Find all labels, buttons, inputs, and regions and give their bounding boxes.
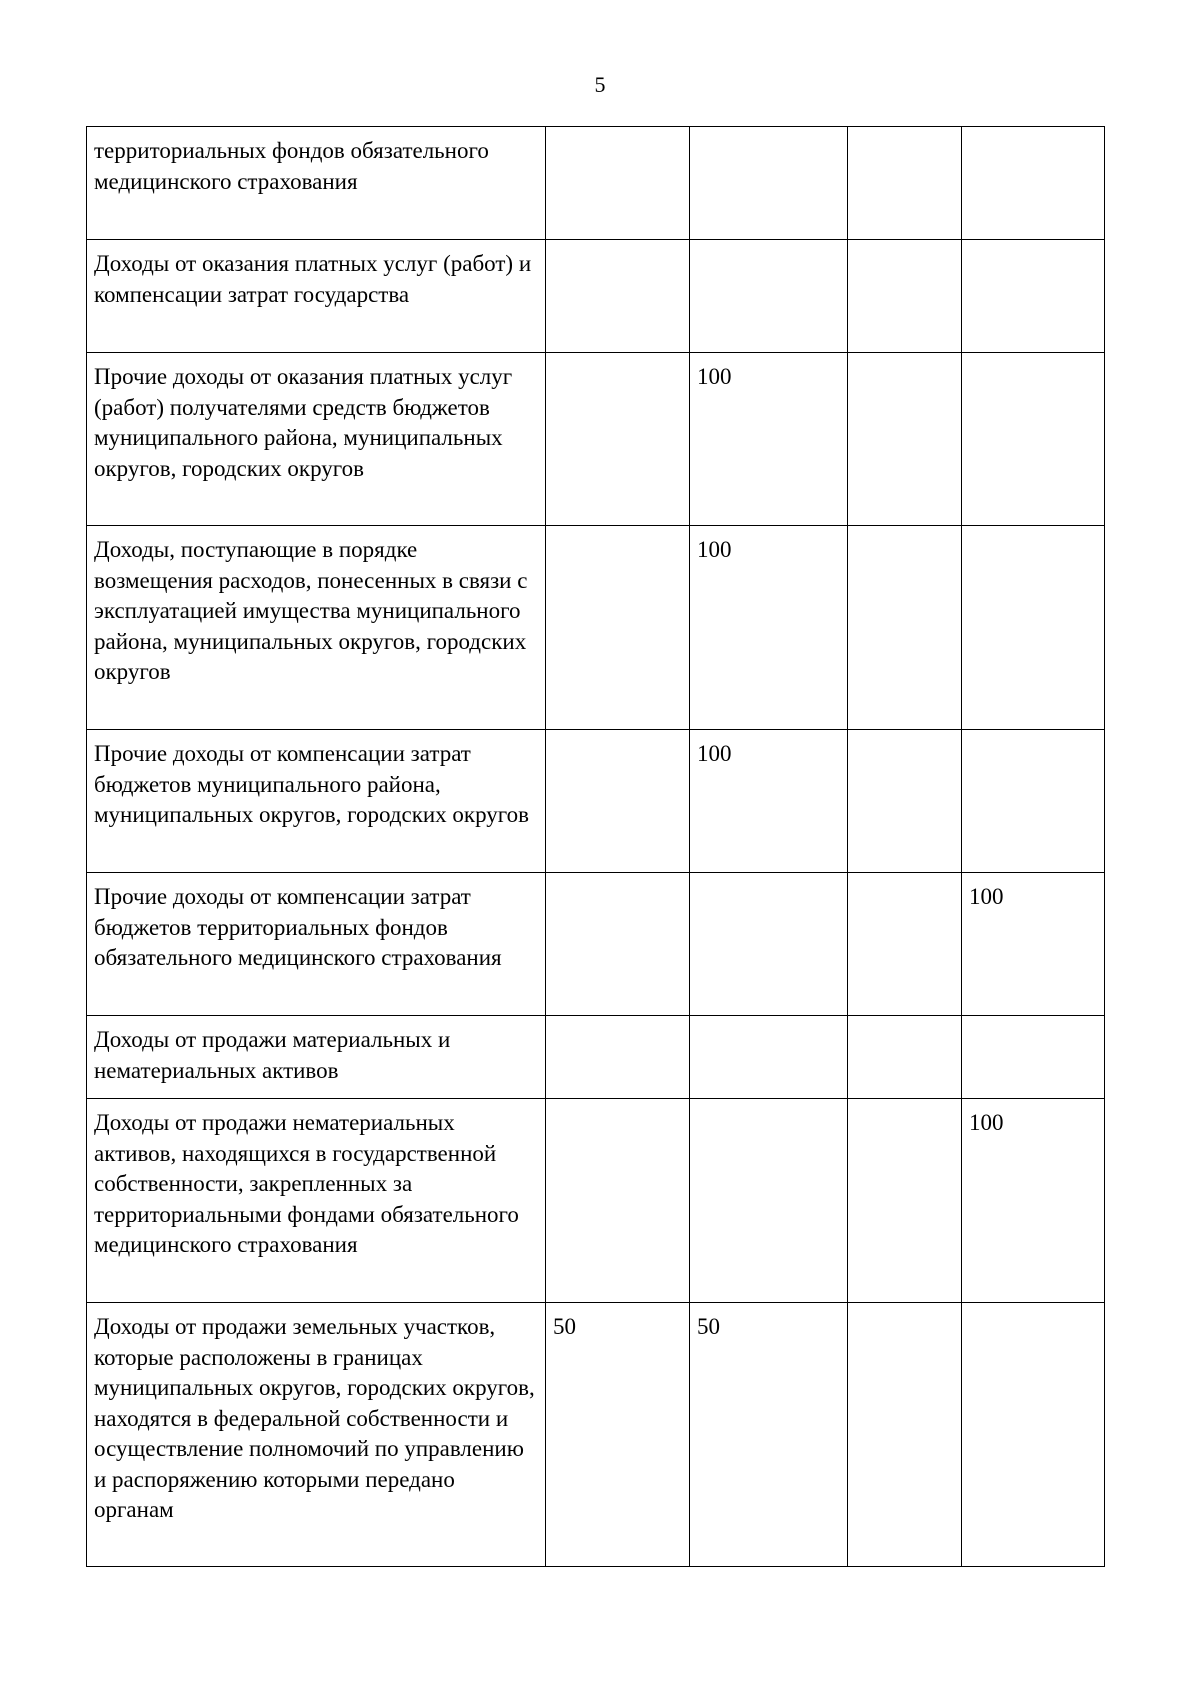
percent-cell-2: 50	[690, 1303, 848, 1567]
percent-cell-1	[546, 1099, 690, 1303]
percent-cell-2: 100	[690, 353, 848, 526]
table-row	[87, 353, 1105, 526]
percent-cell-3	[848, 127, 962, 240]
percent-cell-4	[962, 240, 1105, 353]
percent-cell-2	[690, 873, 848, 1016]
revenue-description-cell: Доходы от продажи материальных и нематериальных активов	[87, 1016, 546, 1099]
percent-cell-4	[962, 1303, 1105, 1567]
percent-cell-1	[546, 1016, 690, 1099]
percent-cell-1	[546, 240, 690, 353]
percent-cell-3	[848, 1303, 962, 1567]
table-row	[87, 240, 1105, 353]
percent-cell-1	[546, 873, 690, 1016]
percent-cell-3	[848, 526, 962, 730]
percent-cell-1	[546, 353, 690, 526]
table-row	[87, 873, 1105, 1016]
percent-cell-2	[690, 1099, 848, 1303]
percent-cell-1	[546, 127, 690, 240]
percent-cell-3	[848, 873, 962, 1016]
percent-cell-4	[962, 730, 1105, 873]
table-row	[87, 1303, 1105, 1567]
percent-cell-1	[546, 526, 690, 730]
percent-cell-2	[690, 127, 848, 240]
percent-cell-1	[546, 730, 690, 873]
percent-cell-3	[848, 353, 962, 526]
revenue-description-cell: Доходы, поступающие в порядке возмещения расходов, понесенных в связи с эксплуатацией имущества муниципального района, муниципальных округов, городских округов	[87, 526, 546, 730]
percent-cell-3	[848, 240, 962, 353]
percent-cell-4	[962, 353, 1105, 526]
revenue-description-cell: территориальных фондов обязательного медицинского страхования	[87, 127, 546, 240]
revenue-distribution-table	[86, 126, 1105, 1567]
table-row	[87, 1016, 1105, 1099]
table-row	[87, 1099, 1105, 1303]
revenue-description-cell: Доходы от оказания платных услуг (работ) и компенсации затрат государства	[87, 240, 546, 353]
percent-cell-4: 100	[962, 1099, 1105, 1303]
revenue-description-cell: Доходы от продажи земельных участков, которые расположены в границах муниципальных округов, городских округов, находятся в федеральной собственности и осуществление полномочий по управлению и распоряжению которыми передано органам	[87, 1303, 546, 1567]
percent-cell-4: 100	[962, 873, 1105, 1016]
revenue-description-cell: Прочие доходы от компенсации затрат бюджетов муниципального района, муниципальных округов, городских округов	[87, 730, 546, 873]
page-number: 5	[594, 72, 606, 97]
table-row	[87, 730, 1105, 873]
percent-cell-1: 50	[546, 1303, 690, 1567]
percent-cell-2	[690, 240, 848, 353]
percent-cell-3	[848, 730, 962, 873]
revenue-description-cell: Доходы от продажи нематериальных активов, находящихся в государственной собственности, закрепленных за территориальными фондами обязательного медицинского страхования	[87, 1099, 546, 1303]
percent-cell-4	[962, 1016, 1105, 1099]
revenue-description-cell: Прочие доходы от оказания платных услуг (работ) получателями средств бюджетов муниципального района, муниципальных округов, городских округов	[87, 353, 546, 526]
percent-cell-3	[848, 1016, 962, 1099]
percent-cell-4	[962, 127, 1105, 240]
revenue-description-cell: Прочие доходы от компенсации затрат бюджетов территориальных фондов обязательного медицинского страхования	[87, 873, 546, 1016]
percent-cell-2: 100	[690, 526, 848, 730]
percent-cell-3	[848, 1099, 962, 1303]
table-row	[87, 526, 1105, 730]
percent-cell-4	[962, 526, 1105, 730]
percent-cell-2	[690, 1016, 848, 1099]
percent-cell-2: 100	[690, 730, 848, 873]
table-row	[87, 127, 1105, 240]
